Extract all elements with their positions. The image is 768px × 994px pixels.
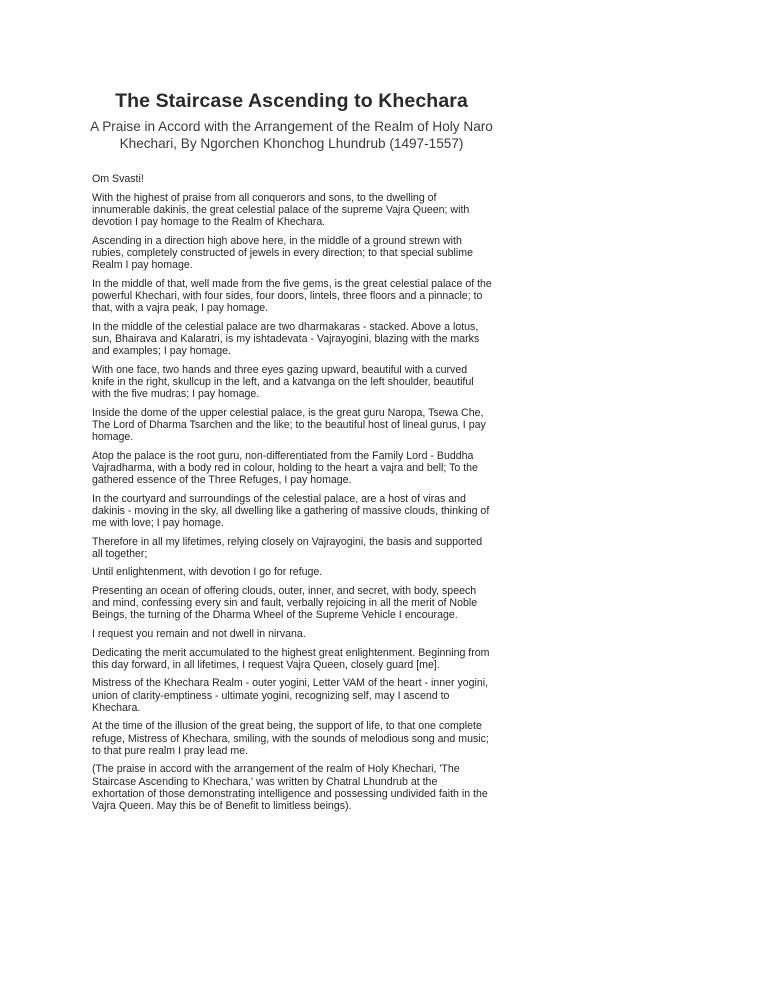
paragraph: In the middle of that, well made from the five gems, is the great celestial palace of the powerful Khechari, with four sides, four doors, lintels, three floors and a pinnacle; to that, with a vajra peak, I pay homage. [92, 277, 492, 314]
paragraph: Until enlightenment, with devotion I go for refuge. [92, 566, 323, 579]
document-body [92, 173, 492, 819]
paragraph: Om Svasti! [92, 173, 144, 185]
paragraph: Inside the dome of the upper celestial palace, is the great guru Naropa, Tsewa Che, The Lord of Dharma Tsarchen and the like; to the beautiful host of lineal gurus, I pay homage. [92, 406, 486, 443]
paragraph: (The praise in accord with the arrangement of the realm of Holy Khechari, 'The Staircase Ascending to Khechara,' was written by Chatral Lhundrub at the exhortation of those demonstrating intelligence and possessing undivided faith in the Vajra Queen. May this be of Benefit to limitless beings). [92, 763, 488, 812]
document-subtitle: A Praise in Accord with the Arrangement of the Realm of Holy Naro Khechari, By Ngorchen Khonchog Lhundrub (1497-1557) [90, 119, 493, 151]
paragraph: Dedicating the merit accumulated to the highest great enlightenment. Beginning from this day forward, in all lifetimes, I request Vajra Queen, closely guard [me]. [92, 646, 490, 671]
paragraph: In the courtyard and surroundings of the celestial palace, are a host of viras and dakinis - moving in the sky, all dwelling like a gathering of massive clouds, thinking of me with love; I pay homage. [92, 492, 490, 529]
paragraph: With one face, two hands and three eyes gazing upward, beautiful with a curved knife in the right, skullcup in the left, and a katvanga on the left shoulder, beautiful with the five mudras; I pay homage. [92, 363, 474, 400]
paragraph: I request you remain and not dwell in nirvana. [92, 627, 306, 640]
paragraph: Mistress of the Khechara Realm - outer yogini, Letter VAM of the heart - inner yogini, union of clarity-emptiness - ultimate yogini, recognizing self, may I ascend to Khechara. [92, 677, 489, 714]
document-title: The Staircase Ascending to Khechara [115, 90, 468, 112]
paragraph: With the highest of praise from all conquerors and sons, to the dwelling of innumerable dakinis, the great celestial palace of the supreme Vajra Queen; with devotion I pay homage to the Realm of Khechara. [92, 191, 470, 228]
paragraph: Presenting an ocean of offering clouds, outer, inner, and secret, with body, speech and mind, confessing every sin and fault, verbally rejoicing in all the merit of Noble Beings, the turning of the Dharma Wheel of the Supreme Vehicle I encourage. [92, 584, 478, 622]
paragraph: Ascending in a direction high above here, in the middle of a ground strewn with rubies, completely constructed of jewels in every direction; to that special sublime Realm I pay homage. [92, 234, 473, 271]
paragraph: Atop the palace is the root guru, non-differentiated from the Family Lord - Buddha Vajradharma, with a body red in colour, holding to the heart a vajra and bell; To the gathered essence of the Three Refuges, I pay homage. [92, 449, 478, 486]
paragraph: At the time of the illusion of the great being, the support of life, to that one complete refuge, Mistress of Khechara, smiling, with the sounds of melodious song and music; to that pure realm I pray lead me. [92, 720, 489, 757]
paragraph: In the middle of the celestial palace are two dharmakaras - stacked. Above a lotus, sun, Bhairava and Kalaratri, is my ishtadevata - Vajrayogini, blazing with the marks and examples; I pay homage. [92, 320, 480, 357]
paragraph: Therefore in all my lifetimes, relying closely on Vajrayogini, the basis and supported all together; [92, 535, 483, 560]
